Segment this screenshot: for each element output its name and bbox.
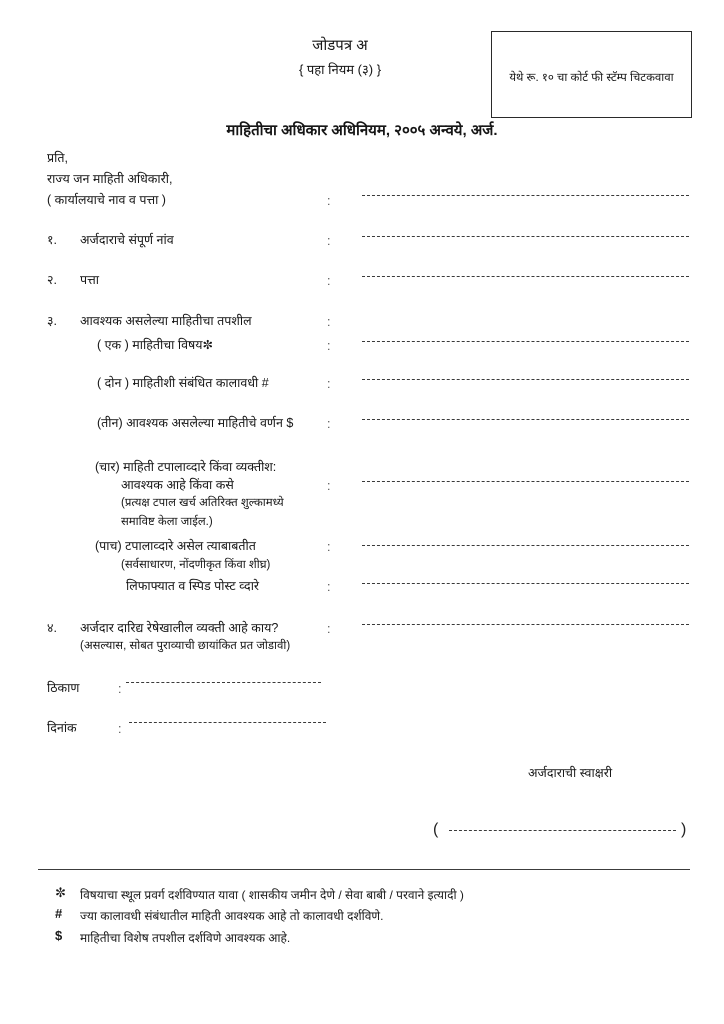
item-1-label: अर्जदाराचे संपूर्ण नांव bbox=[80, 233, 174, 247]
colon-item-3: : bbox=[327, 315, 331, 329]
item-3-sub-two-label: ( दोन ) माहितीशी संबंधित कालावधी # bbox=[97, 376, 269, 390]
item-4-label: अर्जदार दारिद्य रेषेखालील व्यक्ती आहे काय? bbox=[80, 621, 279, 635]
blank-line-delivery-mode[interactable] bbox=[362, 481, 689, 482]
item-1-number: १. bbox=[47, 233, 57, 247]
signature-close-paren: ) bbox=[681, 821, 687, 838]
blank-line-information-description[interactable] bbox=[362, 419, 689, 420]
blank-line-applicant-address[interactable] bbox=[362, 276, 689, 277]
item-4-number: ४. bbox=[47, 621, 57, 635]
blank-line-office-address[interactable] bbox=[362, 195, 689, 196]
blank-line-date[interactable] bbox=[129, 722, 326, 723]
item-3-sub-four-note-line1: (प्रत्यक्ष टपाल खर्च अतिरिक्त शुल्कामध्ये bbox=[121, 497, 284, 509]
place-label: ठिकाण bbox=[47, 681, 80, 695]
colon-item-3-sub-four: : bbox=[327, 479, 331, 493]
court-fee-stamp-instruction: येथे रू. १० चा कोर्ट फी स्टॅम्प चिटकवावा bbox=[509, 72, 674, 84]
date-label: दिनांक bbox=[47, 721, 77, 735]
signature-open-paren: ( bbox=[433, 821, 439, 838]
blank-line-envelope-speedpost[interactable] bbox=[362, 583, 689, 584]
court-fee-stamp-box bbox=[491, 31, 692, 118]
blank-line-postal-category[interactable] bbox=[362, 545, 689, 546]
item-2-label: पत्ता bbox=[80, 273, 99, 287]
colon-item-2: : bbox=[327, 274, 331, 288]
annexure-title: जोडपत्र अ bbox=[312, 37, 368, 54]
item-3-number: ३. bbox=[47, 314, 57, 328]
item-3-sub-five-label-line3: लिफाफ्यात व स्पिड पोस्ट व्दारे bbox=[126, 579, 260, 593]
footnote-symbol-hash: # bbox=[55, 906, 63, 921]
to-label: प्रति, bbox=[47, 151, 68, 165]
colon-date: : bbox=[118, 722, 122, 736]
blank-line-applicant-name[interactable] bbox=[362, 236, 689, 237]
blank-line-bpl-status[interactable] bbox=[362, 624, 689, 625]
item-2-number: २. bbox=[47, 273, 57, 287]
item-3-sub-three-label: (तीन) आवश्यक असलेल्या माहितीचे वर्णन $ bbox=[97, 416, 294, 430]
colon-office-address: : bbox=[327, 194, 331, 208]
blank-line-information-period[interactable] bbox=[362, 379, 689, 380]
footnote-text-dollar: माहितीचा विशेष तपशील दर्शविणे आवश्यक आहे. bbox=[80, 931, 291, 945]
colon-item-1: : bbox=[327, 234, 331, 248]
footer-divider bbox=[38, 869, 690, 870]
item-3-sub-four-note-line2: समाविष्ट केला जाईल.) bbox=[121, 516, 213, 528]
public-information-officer-label: राज्य जन माहिती अधिकारी, bbox=[47, 172, 173, 186]
item-3-label: आवश्यक असलेल्या माहितीचा तपशील bbox=[80, 314, 252, 328]
office-name-address-label: ( कार्यालयाचे नाव व पत्ता ) bbox=[47, 193, 166, 207]
footnote-symbol-dollar: $ bbox=[55, 928, 63, 943]
blank-line-place[interactable] bbox=[126, 682, 321, 683]
blank-line-information-subject[interactable] bbox=[362, 341, 689, 342]
item-3-sub-four-label-line1: (चार) माहिती टपालाव्दारे किंवा व्यक्तीश: bbox=[95, 460, 277, 474]
colon-item-3-sub-two: : bbox=[327, 377, 331, 391]
page-title: माहितीचा अधिकार अधिनियम, २००५ अन्वये, अर्ज. bbox=[226, 122, 498, 139]
item-3-sub-five-note: (सर्वसाधारण, नोंदणीकृत किंवा शीघ्र) bbox=[121, 559, 271, 571]
item-3-sub-five-label-line1: (पाच) टपालाव्दारे असेल त्याबाबतीत bbox=[95, 539, 256, 553]
applicant-signature-label: अर्जदाराची स्वाक्षरी bbox=[528, 766, 613, 780]
footnote-symbol-asterisk: ✼ bbox=[55, 885, 66, 900]
footnote-text-hash: ज्या कालावधी संबंधातील माहिती आवश्यक आहे तो कालावधी दर्शविणे. bbox=[80, 909, 384, 923]
blank-line-signature-name[interactable] bbox=[449, 830, 676, 831]
item-3-sub-one-label: ( एक ) माहितीचा विषय✼ bbox=[97, 338, 213, 352]
item-4-note: (असल्यास, सोबत पुराव्याची छायांकित प्रत जोडावी) bbox=[80, 640, 291, 652]
footnote-text-asterisk: विषयाचा स्थूल प्रवर्ग दर्शविण्यात यावा ( शासकीय जमीन देणे / सेवा बाबी / परवाने इत्यादी ) bbox=[80, 888, 464, 902]
colon-item-3-sub-three: : bbox=[327, 417, 331, 431]
colon-item-4: : bbox=[327, 622, 331, 636]
item-3-sub-four-label-line2: आवश्यक आहे किंवा कसे bbox=[121, 478, 234, 492]
colon-item-3-sub-one: : bbox=[327, 339, 331, 353]
colon-item-3-sub-five-speedpost: : bbox=[327, 580, 331, 594]
colon-item-3-sub-five: : bbox=[327, 540, 331, 554]
annexure-rule-reference: { पहा नियम (३) } bbox=[298, 62, 382, 77]
colon-place: : bbox=[118, 682, 122, 696]
